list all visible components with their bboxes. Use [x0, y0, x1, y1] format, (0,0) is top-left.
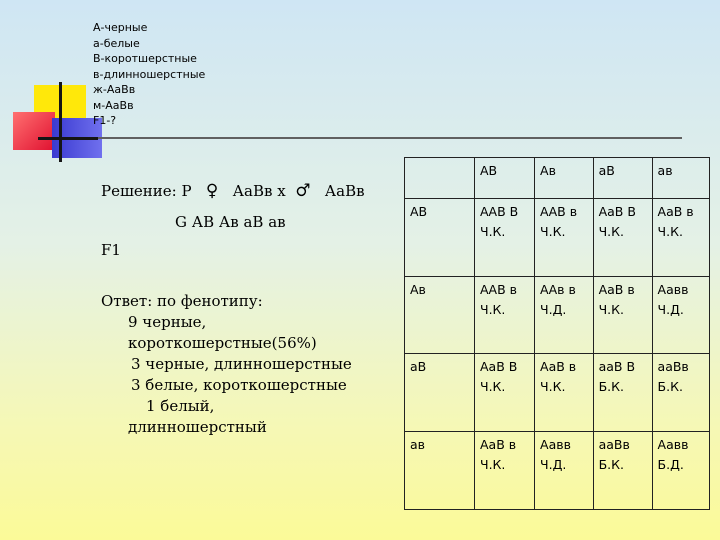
answer-line: 9 черные, [128, 313, 207, 331]
column-header: Ав [535, 158, 594, 199]
table-cell [652, 198, 709, 276]
decor-red-square [13, 112, 55, 150]
legend-line: F1-? [93, 114, 117, 127]
column-header: АВ [475, 158, 535, 199]
male-symbol-icon: ♂ [295, 181, 311, 201]
cell-genotype: АаВ В [598, 203, 636, 219]
cell-phenotype: Б.К. [598, 457, 624, 473]
cell-genotype: ААВ В [480, 203, 519, 219]
cell-genotype: ааВ В [598, 359, 636, 375]
row-header: аВ [405, 354, 475, 432]
row-header: АВ [405, 198, 475, 276]
table-cell [535, 432, 594, 510]
table-row [405, 198, 710, 276]
table-cell [652, 354, 709, 432]
legend-line: А-черные [93, 21, 148, 34]
column-header: ав [652, 158, 709, 199]
table-cell [535, 198, 594, 276]
decor-vertical-line [59, 82, 62, 162]
cell-genotype: Аавв [540, 437, 571, 453]
cell-phenotype: Ч.К. [480, 301, 506, 317]
answer-line: короткошерстные(56%) [128, 334, 317, 352]
solution-prefix: Решение: Р [101, 182, 192, 200]
cell-genotype: ааВв [657, 359, 689, 375]
table-cell [593, 354, 652, 432]
table-corner-cell [405, 158, 475, 199]
cell-phenotype: Ч.К. [657, 223, 683, 239]
parents-line [101, 181, 365, 201]
row-header: Ав [405, 276, 475, 354]
cell-phenotype: Ч.К. [598, 223, 624, 239]
answer-line: 1 белый, [146, 397, 215, 415]
answer-block [101, 291, 352, 438]
cell-genotype: АаВ в [480, 437, 517, 453]
table-cell [535, 354, 594, 432]
decor-horizontal-line [38, 137, 682, 139]
table-row [405, 432, 710, 510]
cell-genotype: АаВ В [480, 359, 518, 375]
cell-phenotype: Ч.К. [598, 301, 624, 317]
punnett-table [404, 157, 710, 510]
table-cell [475, 354, 535, 432]
legend-line: м-АаВв [93, 98, 134, 112]
legend-line: В-коротшерстные [93, 52, 197, 65]
cell-phenotype: Ч.К. [480, 379, 506, 395]
cell-phenotype: Ч.Д. [540, 457, 567, 473]
female-symbol-icon: ♀ [205, 181, 219, 201]
cell-phenotype: Ч.К. [480, 223, 506, 239]
male-genotype: АаВв [324, 182, 365, 200]
legend-line: в-длинношерстные [93, 67, 206, 81]
cell-genotype: ааВв [598, 437, 630, 453]
cell-genotype: ААв в [540, 281, 576, 297]
cell-phenotype: Ч.Д. [657, 301, 684, 317]
table-cell [652, 276, 709, 354]
table-cell [475, 276, 535, 354]
female-genotype: АаВв х [232, 182, 286, 200]
gametes-line: G АВ Ав аВ ав [175, 213, 286, 231]
f1-label: F1 [101, 241, 121, 259]
cell-phenotype: Б.Д. [657, 457, 684, 473]
table-cell [475, 432, 535, 510]
answer-line: 3 черные, длинношерстные [131, 355, 352, 373]
cell-genotype: Аавв [657, 281, 689, 297]
cell-genotype: Аавв [657, 437, 689, 453]
table-cell [475, 198, 535, 276]
answer-line: 3 белые, короткошерстные [131, 376, 347, 394]
legend-notes [93, 20, 205, 129]
answer-title: Ответ: по фенотипу: [101, 292, 263, 310]
legend-line: ж-АаВв [93, 83, 136, 96]
row-header: ав [405, 432, 475, 510]
answer-line: длинношерстный [128, 418, 267, 436]
legend-line: а-белые [93, 36, 140, 50]
column-header: аВ [593, 158, 652, 199]
cell-genotype: АаВ в [540, 359, 577, 375]
table-cell [652, 432, 709, 510]
table-cell [535, 276, 594, 354]
cell-genotype: ААВ в [480, 281, 518, 297]
table-header-row [405, 158, 710, 199]
table-cell [593, 432, 652, 510]
cell-phenotype: Ч.К. [480, 457, 506, 473]
table-cell [593, 198, 652, 276]
decor-horizontal-line-accent [38, 137, 98, 140]
cell-phenotype: Ч.К. [540, 379, 566, 395]
cell-genotype: АаВ в [598, 281, 635, 297]
cell-phenotype: Б.К. [598, 379, 624, 395]
table-row [405, 354, 710, 432]
table-cell [593, 276, 652, 354]
cell-genotype: АаВ в [657, 203, 694, 219]
cell-phenotype: Ч.К. [540, 223, 566, 239]
cell-phenotype: Ч.Д. [540, 301, 567, 317]
cell-genotype: ААВ в [540, 203, 578, 219]
cell-phenotype: Б.К. [657, 379, 683, 395]
table-row [405, 276, 710, 354]
